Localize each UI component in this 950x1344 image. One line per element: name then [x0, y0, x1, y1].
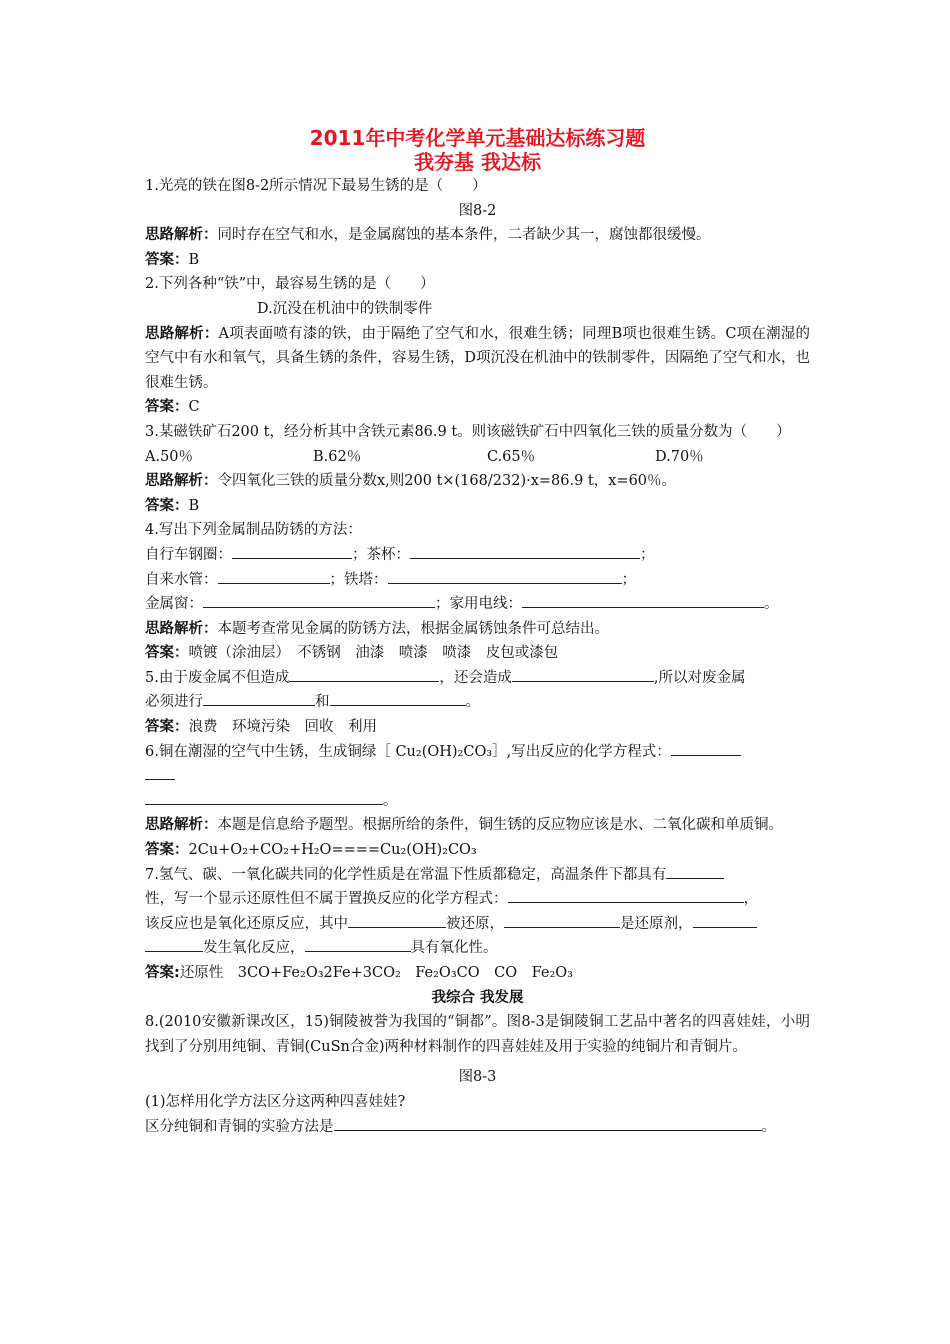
q5-answer-text: 浪费 环境污染 回收 利用: [188, 719, 377, 736]
q6-blank-2[interactable]: [145, 765, 175, 780]
q8-sub1: (1)怎样用化学方法区分这两种四喜娃娃?: [145, 1093, 406, 1110]
q3-stem: 3.某磁铁矿石200 t，经分析其中含铁元素86.9 t。则该磁铁矿石中四氧化三铁的质量分数为（ ）: [145, 423, 791, 440]
q7-row-4: [145, 936, 810, 961]
answer-label: 答案：: [145, 399, 189, 416]
analysis-label: 思路解析：: [145, 227, 218, 244]
q3-option-a: A.50％: [145, 448, 194, 465]
q4-analysis: [145, 617, 810, 642]
q5-text-e: 和: [315, 694, 330, 711]
q6-period: 。: [383, 792, 398, 809]
q7-blank-3[interactable]: [348, 913, 446, 928]
q5-blank-4[interactable]: [330, 691, 466, 706]
q6-stem-row: [145, 740, 810, 765]
q8-sub1-blank[interactable]: [334, 1116, 762, 1131]
q4-answer-text: 喷镀（涂油层） 不锈钢 油漆 喷漆 喷漆 皮包或漆包: [188, 645, 559, 662]
q5-blank-3[interactable]: [203, 691, 315, 706]
q8-period: 。: [761, 1118, 776, 1135]
q1-stem: 1.光亮的铁在图8-2所示情况下最易生锈的是（ ）: [145, 178, 487, 194]
q5-text-b: ，还会造成: [439, 669, 512, 686]
section-heading: 我综合 我发展: [431, 989, 524, 1006]
q4-bike-blank[interactable]: [232, 544, 352, 559]
q5-text-f: 。: [465, 694, 480, 711]
q4-row-2: [145, 568, 810, 593]
q7-row-1: [145, 863, 810, 888]
q5-text-c: ,所以对废金属: [653, 669, 746, 686]
q7-blank-6[interactable]: [145, 937, 203, 952]
q6-blank-3[interactable]: [145, 790, 383, 805]
q8-sub1-prompt-row: [145, 1115, 810, 1140]
q4-period: 。: [764, 596, 779, 613]
q7-blank-4[interactable]: [504, 913, 620, 928]
q1-analysis: [145, 223, 810, 248]
q3-option-c: C.65％: [487, 448, 536, 465]
q4-pipe-blank[interactable]: [218, 569, 330, 584]
q4-analysis-text: 本题考查常见金属的防锈方法，根据金属锈蚀条件可总结出。: [217, 620, 609, 637]
q7-text-b: 性，写一个显示还原性但不属于置换反应的化学方程式：: [145, 891, 508, 908]
q7-text-a: 7.氢气、碳、一氧化碳共同的化学性质是在常温下性质都稳定，高温条件下都具有: [145, 866, 667, 883]
analysis-label: 思路解析：: [145, 325, 219, 342]
q4-cup-label: ；茶杯：: [352, 546, 410, 563]
q8-figure-caption: 图8-3: [458, 1069, 497, 1086]
answer-label: 答案：: [145, 251, 189, 268]
q1-analysis-text: 同时存在空气和水，是金属腐蚀的基本条件，二者缺少其一，腐蚀都很缓慢。: [217, 227, 711, 244]
q6-answer: [145, 838, 810, 863]
q3-option-d: D.70％: [655, 448, 704, 465]
q3-analysis-text: 令四氧化三铁的质量分数x,则200 t×(168/232)·x=86.9 t，x=60％。: [217, 473, 677, 490]
q2-option-d: D.沉没在机油中的铁制零件: [257, 300, 433, 317]
q5-blank-2[interactable]: [512, 667, 654, 682]
q4-cup-blank[interactable]: [410, 544, 640, 559]
q4-stem: 4.写出下列金属制品防锈的方法：: [145, 522, 362, 539]
answer-label: 答案：: [145, 645, 189, 662]
q1-figure-caption: 图8-2: [458, 202, 497, 219]
q7-blank-5[interactable]: [693, 913, 757, 928]
q6-blank-row-2: [145, 789, 810, 814]
q2-analysis: [145, 322, 810, 396]
q6-analysis-text: 本题是信息给予题型。根据所给的条件，铜生锈的反应物应该是水、二氧化碳和单质铜。: [217, 817, 783, 834]
q1-answer-text: B: [188, 251, 200, 268]
q7-answer-text: 还原性 3CO+Fe₂O₃2Fe+3CO₂ Fe₂O₃CO CO Fe₂O₃: [179, 965, 573, 981]
document-title: 2011年中考化学单元基础达标练习题: [309, 126, 646, 150]
q6-analysis: [145, 813, 810, 838]
q3-options: [145, 445, 810, 470]
q7-blank-1[interactable]: [666, 864, 724, 879]
q7-text-g: 具有氧化性。: [410, 940, 498, 957]
q6-answer-text: 2Cu+O₂+CO₂+H₂O====Cu₂(OH)₂CO₃: [188, 842, 477, 859]
q8-stem: 8.(2010安徽新课改区，15)铜陵被誉为我国的“铜都”。图8-3是铜陵铜工艺品中著名的四喜娃娃，小明找到了分别用纯铜、青铜(CuSn合金)两种材料制作的四喜娃娃及用于实验的纯铜片和青铜片。: [145, 1014, 810, 1055]
q4-tower-blank[interactable]: [388, 569, 622, 584]
q5-row-1: [145, 666, 810, 691]
q6-blank-row-1: [145, 764, 810, 789]
answer-label: 答案：: [145, 842, 189, 859]
q4-pipe-label: 自来水管：: [145, 571, 218, 588]
q8-sub1-prompt: 区分纯铜和青铜的实验方法是: [145, 1118, 334, 1135]
q3-answer: [145, 494, 810, 519]
q7-answer: [145, 961, 810, 986]
q4-wire-blank[interactable]: [522, 593, 764, 608]
answer-label: 答案：: [145, 719, 189, 736]
q2-stem: 2.下列各种“铁”中，最容易生锈的是（ ）: [145, 276, 435, 293]
q4-row-1: [145, 543, 810, 568]
q4-tower-label: ；铁塔：: [329, 571, 388, 588]
q4-semi-2: ；: [621, 571, 636, 588]
q4-window-blank[interactable]: [203, 593, 435, 608]
q5-text-d: 必须进行: [145, 694, 203, 711]
q4-semi-1: ；: [640, 546, 655, 563]
q7-blank-2[interactable]: [508, 888, 744, 903]
q2-answer: [145, 395, 810, 420]
q7-text-c: 该反应也是氧化还原反应，其中: [145, 915, 348, 932]
analysis-label: 思路解析：: [145, 817, 218, 834]
q2-answer-text: C: [188, 399, 200, 416]
q4-wire-label: ；家用电线：: [435, 596, 522, 613]
q1-answer: [145, 248, 810, 273]
q5-row-2: [145, 690, 810, 715]
document-page: [145, 126, 810, 1139]
q4-window-label: 金属窗：: [145, 596, 203, 613]
analysis-label: 思路解析：: [145, 620, 218, 637]
q7-row-3: [145, 912, 810, 937]
q5-blank-1[interactable]: [289, 667, 439, 682]
q6-blank-1[interactable]: [671, 741, 741, 756]
answer-label: 答案:: [145, 965, 180, 981]
q3-answer-text: B: [188, 497, 200, 514]
q7-text-f: 发生氧化反应，: [203, 940, 305, 957]
q4-answer: [145, 641, 810, 666]
q3-analysis: [145, 469, 810, 494]
q3-option-b: B.62％: [313, 448, 362, 465]
q7-blank-7[interactable]: [305, 937, 411, 952]
document-subtitle: 我夯基 我达标: [414, 150, 541, 174]
q4-row-3: [145, 592, 810, 617]
q7-text-e: 是还原剂，: [620, 915, 693, 932]
analysis-label: 思路解析：: [145, 473, 218, 490]
answer-label: 答案：: [145, 497, 189, 514]
q7-row-2: [145, 887, 810, 912]
q7-text-d: 被还原，: [446, 915, 504, 932]
q7-comma: ，: [743, 891, 758, 908]
q2-analysis-text: A项表面喷有漆的铁，由于隔绝了空气和水，很难生锈；同理B项也很难生锈。C项在潮湿的空气中有水和氧气，具备生锈的条件，容易生锈，D项沉没在机油中的铁制零件，因隔绝了空气和水，也很难生锈。: [145, 325, 810, 391]
q4-bike-label: 自行车钢圈：: [145, 546, 232, 563]
q5-text-a: 5.由于废金属不但造成: [145, 669, 290, 686]
q6-stem: 6.铜在潮湿的空气中生锈，生成铜绿［ Cu₂(OH)₂CO₃］,写出反应的化学方程式：: [145, 743, 671, 760]
q5-answer: [145, 715, 810, 740]
